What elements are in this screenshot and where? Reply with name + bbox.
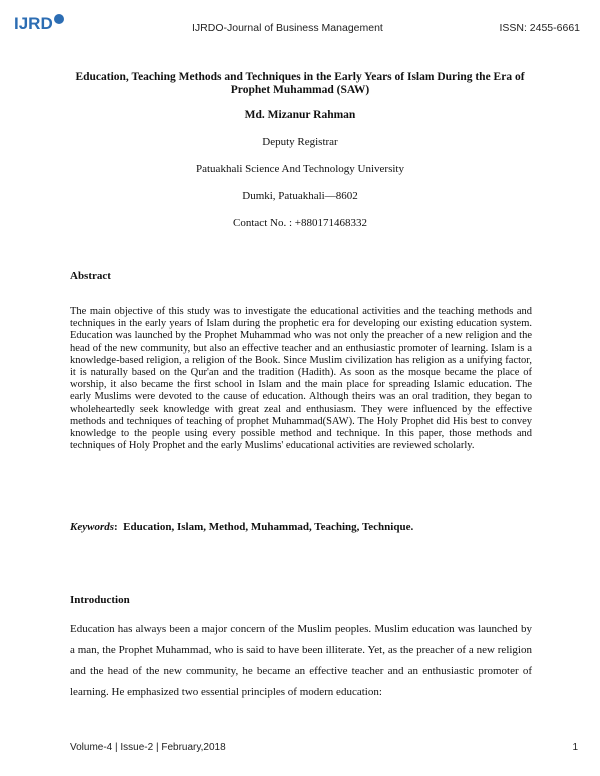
author-contact: Contact No. : +880171468332 — [233, 217, 367, 229]
header-journal-name: IJRDO-Journal of Business Management — [192, 22, 383, 34]
author-name: Md. Mizanur Rahman — [244, 109, 356, 121]
keywords-label: Keywords — [70, 521, 114, 533]
logo-text: IJRD — [14, 14, 53, 33]
author-address: Dumki, Patuakhali—8602 — [242, 190, 358, 202]
footer-page-number: 1 — [572, 742, 578, 753]
abstract-body: The main objective of this study was to investigate the educational activities and the teaching methods and techniques in the early years of Islam during the prophetic era for developing our existing education system. Education was launched by the Prophet Muhammad who was not only the preacher of a new religion and the head of the new community, but also an effective teacher and an enthusiastic promoter of learning. Islam is a knowledge-based religion, a religion of the Book. Since Muslim civilization has religion as a unifying factor, it is naturally based on the Qur'an and the tradition (Hadith). As soon as the mosque became the place of worship, it also became the first school in Islam and the main place for spreading Islamic education. The early Muslims were devoted to the cause of education. Although theirs was an oral tradition, they began to wholeheartedly seek knowledge with great zeal and enthusiasm. They were influenced by the effective methods and techniques of teaching of prophet Muhammad(SAW). The Holy Prophet did His best to convey knowledge to the people using every possible method and technique. In this paper, those methods and techniques of Holy Prophet and the early Muslims' educational activities are reviewed scholarly. — [70, 306, 532, 452]
keywords-colon: : — [114, 521, 124, 533]
introduction-heading: Introduction — [70, 594, 130, 606]
keywords-values: Education, Islam, Method, Muhammad, Teaching, Technique. — [123, 521, 414, 533]
journal-logo — [14, 14, 64, 34]
author-designation: Deputy Registrar — [262, 136, 338, 148]
author-university: Patuakhali Science And Technology University — [196, 163, 404, 175]
abstract-heading: Abstract — [70, 270, 111, 282]
introduction-body: Education has always been a major concern of the Muslim peoples. Muslim education was launched by a man, the Prophet Muhammad, who is said to have been illiterate. Yet, as the preacher of a new religion and the head of the new community, he became an effective teacher and an enthusiastic promoter of learning. He emphasized two essential principles of modern education: — [70, 623, 532, 698]
logo-dot-icon — [54, 14, 64, 24]
keywords-line — [70, 521, 413, 533]
paper-title: Education, Teaching Methods and Techniques in the Early Years of Islam During the Era of Prophet Muhammad (SAW) — [75, 71, 525, 96]
footer-volume: Volume-4 | Issue-2 | February,2018 — [70, 742, 226, 753]
header-issn: ISSN: 2455-6661 — [499, 22, 580, 34]
